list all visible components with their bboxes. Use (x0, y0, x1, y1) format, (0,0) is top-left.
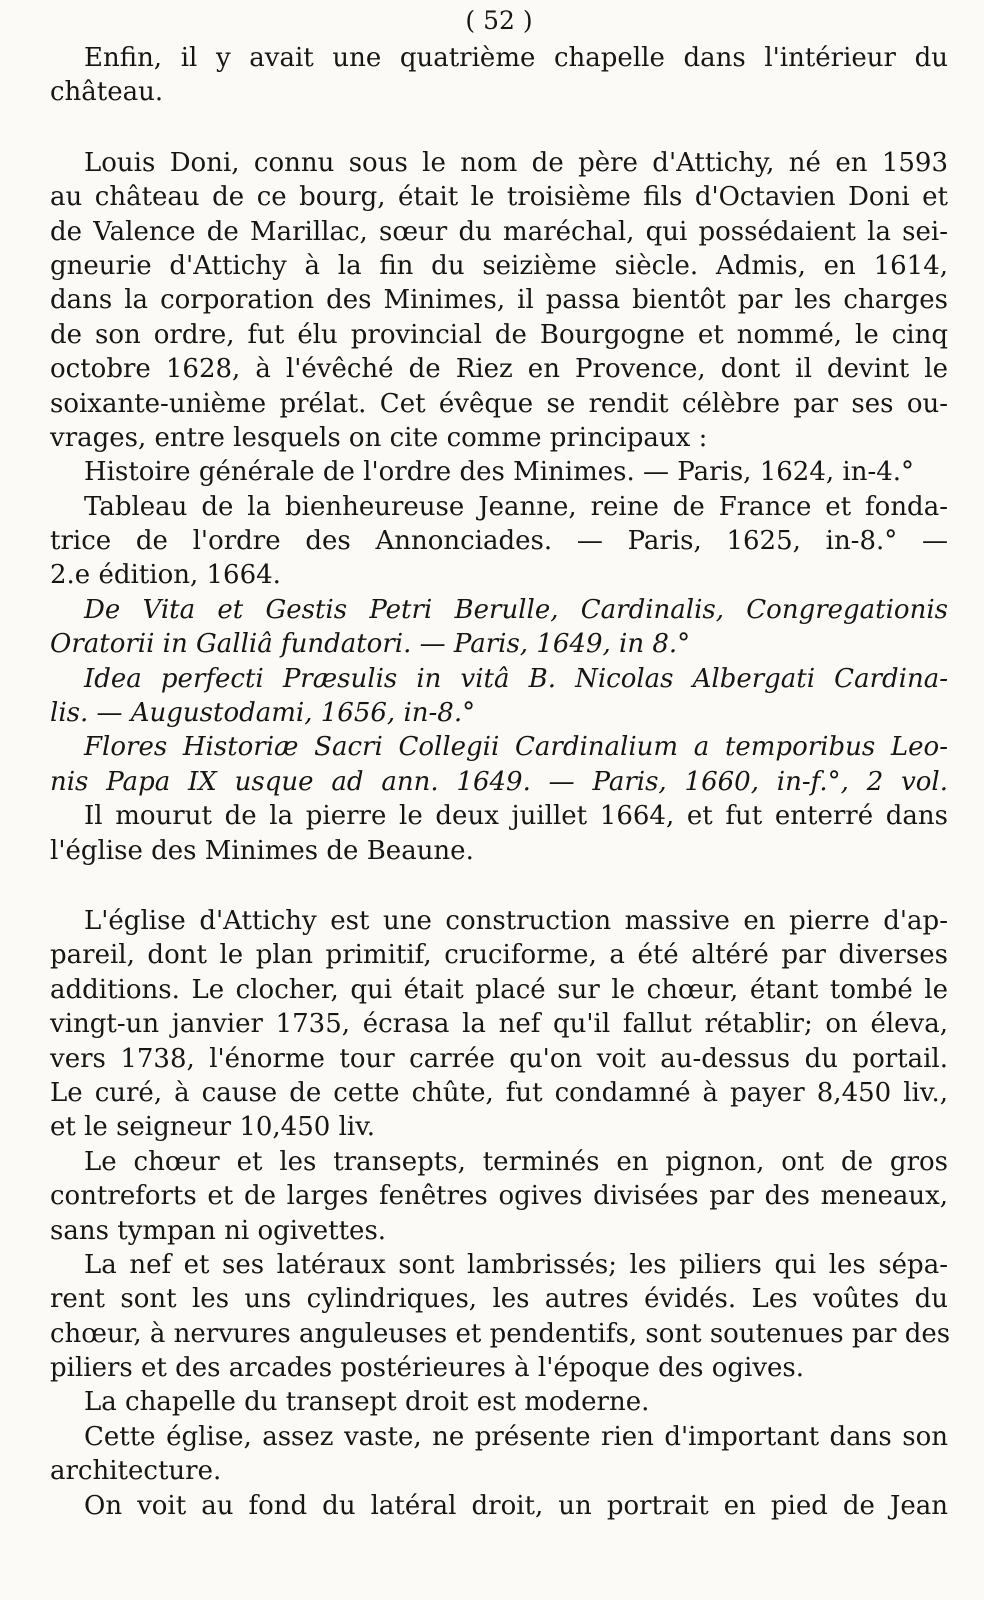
body-text (50, 41, 951, 1523)
text-line: Tableau de la bienheureuse Jeanne, reine de France et fonda- (84, 491, 948, 522)
text-line: rent sont les uns cylindriques, les autres évidés. Les voûtes du (50, 1284, 948, 1315)
text-line: vingt-un janvier 1735, écrasa la nef qu'il fallut rétablir; on éleva, (50, 1009, 948, 1040)
text-line: 2.e édition, 1664. (50, 560, 281, 591)
text-line: On voit au fond du latéral droit, un portrait en pied de Jean (84, 1490, 948, 1521)
text-line: château. (50, 77, 164, 108)
text-line: au château de ce bourg, était le troisième fils d'Octavien Doni et (50, 182, 948, 213)
text-line: Le chœur et les transepts, terminés en pignon, ont de gros (84, 1146, 948, 1177)
text-line: Flores Historiæ Sacri Collegii Cardinalium a temporibus Leo- (84, 732, 948, 763)
text-line: Histoire générale de l'ordre des Minimes. — Paris, 1624, in-4.° (84, 457, 915, 488)
text-line: de son ordre, fut élu provincial de Bourgogne et nommé, le cinq (50, 319, 948, 350)
text-line: de Valence de Marillac, sœur du maréchal, qui possédaient la sei- (50, 216, 948, 247)
text-line: contreforts et de larges fenêtres ogives divisées par des meneaux, (50, 1181, 948, 1212)
text-line: pareil, dont le plan primitif, cruciforme, a été altéré par diverses (50, 940, 948, 971)
text-line: l'église des Minimes de Beaune. (50, 835, 474, 866)
text-line: piliers et des arcades postérieures à l'époque des ogives. (50, 1353, 805, 1384)
text-line: octobre 1628, à l'évêché de Riez en Provence, dont il devint le (50, 354, 948, 385)
page-number: ( 52 ) (465, 6, 533, 35)
text-line: et le seigneur 10,450 liv. (50, 1112, 376, 1143)
text-line: trice de l'ordre des Annonciades. — Paris, 1625, in-8.° — (50, 526, 948, 557)
text-line: Oratorii in Galliâ fundatori. — Paris, 1649, in 8.° (50, 629, 691, 660)
text-line: De Vita et Gestis Petri Berulle, Cardinalis, Congregationis (84, 594, 948, 625)
text-line: La nef et ses latéraux sont lambrissés; les piliers qui les sépa- (84, 1249, 948, 1280)
text-line: Il mourut de la pierre le deux juillet 1664, et fut enterré dans (84, 801, 948, 832)
text-line: Louis Doni, connu sous le nom de père d'Attichy, né en 1593 (84, 147, 948, 178)
text-line: additions. Le clocher, qui était placé sur le chœur, étant tombé le (50, 974, 948, 1005)
text-line: nis Papa IX usque ad ann. 1649. — Paris, 1660, in-f.°, 2 vol. (50, 766, 948, 797)
text-line: vrages, entre lesquels on cite comme principaux : (50, 422, 708, 453)
text-line: Le curé, à cause de cette chûte, fut condamné à payer 8,450 liv., (50, 1077, 948, 1108)
text-line: soixante-unième prélat. Cet évêque se rendit célèbre par ses ou- (50, 388, 948, 419)
text-line: dans la corporation des Minimes, il passa bientôt par les charges (50, 285, 948, 316)
text-line: chœur, à nervures anguleuses et pendentifs, sont soutenues par des (50, 1318, 951, 1349)
text-line: La chapelle du transept droit est moderne. (84, 1387, 650, 1418)
text-line: Idea perfecti Præsulis in vitâ B. Nicolas Albergati Cardina- (84, 663, 948, 694)
document-page (50, 0, 951, 1600)
text-line: lis. — Augustodami, 1656, in-8.° (50, 698, 476, 729)
text-line: gneurie d'Attichy à la fin du seizième siècle. Admis, en 1614, (50, 250, 948, 281)
text-line: L'église d'Attichy est une construction massive en pierre d'ap- (84, 905, 948, 936)
text-line: sans tympan ni ogivettes. (50, 1215, 387, 1246)
text-line: architecture. (50, 1456, 222, 1487)
text-line: Enfin, il y avait une quatrième chapelle dans l'intérieur du (84, 43, 948, 73)
text-line: vers 1738, l'énorme tour carrée qu'on voit au-dessus du portail. (50, 1043, 948, 1074)
text-line: Cette église, assez vaste, ne présente rien d'important dans son (84, 1421, 948, 1452)
